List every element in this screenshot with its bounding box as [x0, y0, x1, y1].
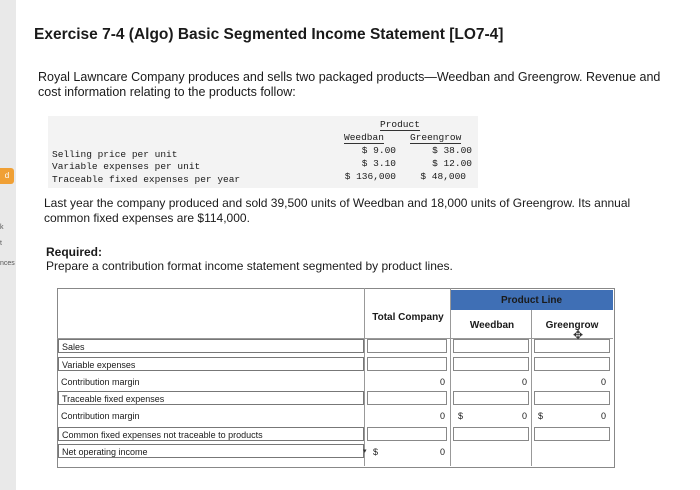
given-value: $ 12.00	[432, 158, 472, 169]
traceable-weedban-input[interactable]	[453, 391, 529, 405]
given-row-label: Selling price per unit	[52, 149, 178, 160]
variable-greengrow-input[interactable]	[534, 357, 610, 371]
weedban-header: Weedban	[469, 320, 515, 331]
given-row-label: Traceable fixed expenses per year	[52, 174, 241, 185]
sales-total-input[interactable]	[367, 339, 447, 353]
row-label-net-operating-income[interactable]: Net operating income	[58, 444, 364, 458]
row-label-variable-expenses[interactable]: Variable expenses	[58, 357, 364, 371]
traceable-total-input[interactable]	[367, 391, 447, 405]
cm-greengrow-value: 0	[601, 377, 607, 387]
row-dropdown-icon[interactable]: ▾	[363, 448, 367, 455]
total-company-header: Total Company	[372, 312, 444, 323]
cm-weedban-value: 0	[522, 377, 528, 387]
dollar-sign: $	[458, 411, 464, 421]
variable-total-input[interactable]	[367, 357, 447, 371]
dollar-sign: $	[373, 447, 379, 457]
common-greengrow-input[interactable]	[534, 427, 610, 441]
given-value: $ 136,000	[344, 171, 396, 182]
given-data-table	[48, 116, 478, 188]
common-total-input[interactable]	[367, 427, 447, 441]
intro-text: Royal Lawncare Company produces and sells two packaged products—Weedban and Greengrow. Revenue and cost information relating to the products follow:	[38, 70, 661, 99]
sidebar-label[interactable]: k	[0, 224, 4, 231]
given-col-greengrow: Greengrow	[410, 132, 462, 143]
row-label-contribution-margin: Contribution margin	[61, 377, 140, 387]
grid-divider	[364, 288, 365, 466]
required-text: Prepare a contribution format income statement segmented by product lines.	[46, 259, 453, 273]
net-operating-income-value: 0	[440, 447, 446, 457]
segment-margin-total-value: 0	[440, 411, 446, 421]
left-sidebar	[0, 0, 16, 490]
given-value: $ 48,000	[420, 171, 466, 182]
given-col-weedban: Weedban	[344, 132, 384, 143]
common-weedban-input[interactable]	[453, 427, 529, 441]
given-row-label: Variable expenses per unit	[52, 161, 201, 172]
problem-text: Last year the company produced and sold 39,500 units of Weedban and 18,000 units of Greengrow. Its annual common fixed expenses are $114,000.	[44, 196, 631, 225]
segment-margin-weedban-value: 0	[522, 411, 528, 421]
cursor-icon: ✥	[573, 328, 584, 342]
row-label-common-fixed[interactable]: Common fixed expenses not traceable to products	[58, 427, 364, 441]
product-line-header: Product Line	[500, 295, 563, 306]
sales-weedban-input[interactable]	[453, 339, 529, 353]
given-product-header: Product	[380, 119, 420, 130]
grid-divider	[450, 288, 451, 466]
exercise-title: Exercise 7-4 (Algo) Basic Segmented Income Statement [LO7-4]	[34, 26, 504, 43]
row-label-segment-margin: Contribution margin	[61, 411, 140, 421]
sales-greengrow-input[interactable]	[534, 339, 610, 353]
sidebar-label[interactable]: nces	[0, 260, 15, 267]
variable-weedban-input[interactable]	[453, 357, 529, 371]
sidebar-label[interactable]: t	[0, 240, 2, 247]
given-value: $ 9.00	[361, 145, 396, 156]
traceable-greengrow-input[interactable]	[534, 391, 610, 405]
required-heading: Required:	[46, 245, 103, 259]
greengrow-header: Greengrow	[545, 320, 599, 331]
given-value: $ 38.00	[432, 145, 472, 156]
row-label-traceable-fixed[interactable]: Traceable fixed expenses	[58, 391, 364, 405]
row-label-sales[interactable]: Sales	[58, 339, 364, 353]
sidebar-badge[interactable]: d	[0, 168, 14, 184]
dollar-sign: $	[538, 411, 544, 421]
grid-divider	[531, 310, 532, 466]
cm-total-value: 0	[440, 377, 446, 387]
segment-margin-greengrow-value: 0	[601, 411, 607, 421]
given-value: $ 3.10	[361, 158, 396, 169]
